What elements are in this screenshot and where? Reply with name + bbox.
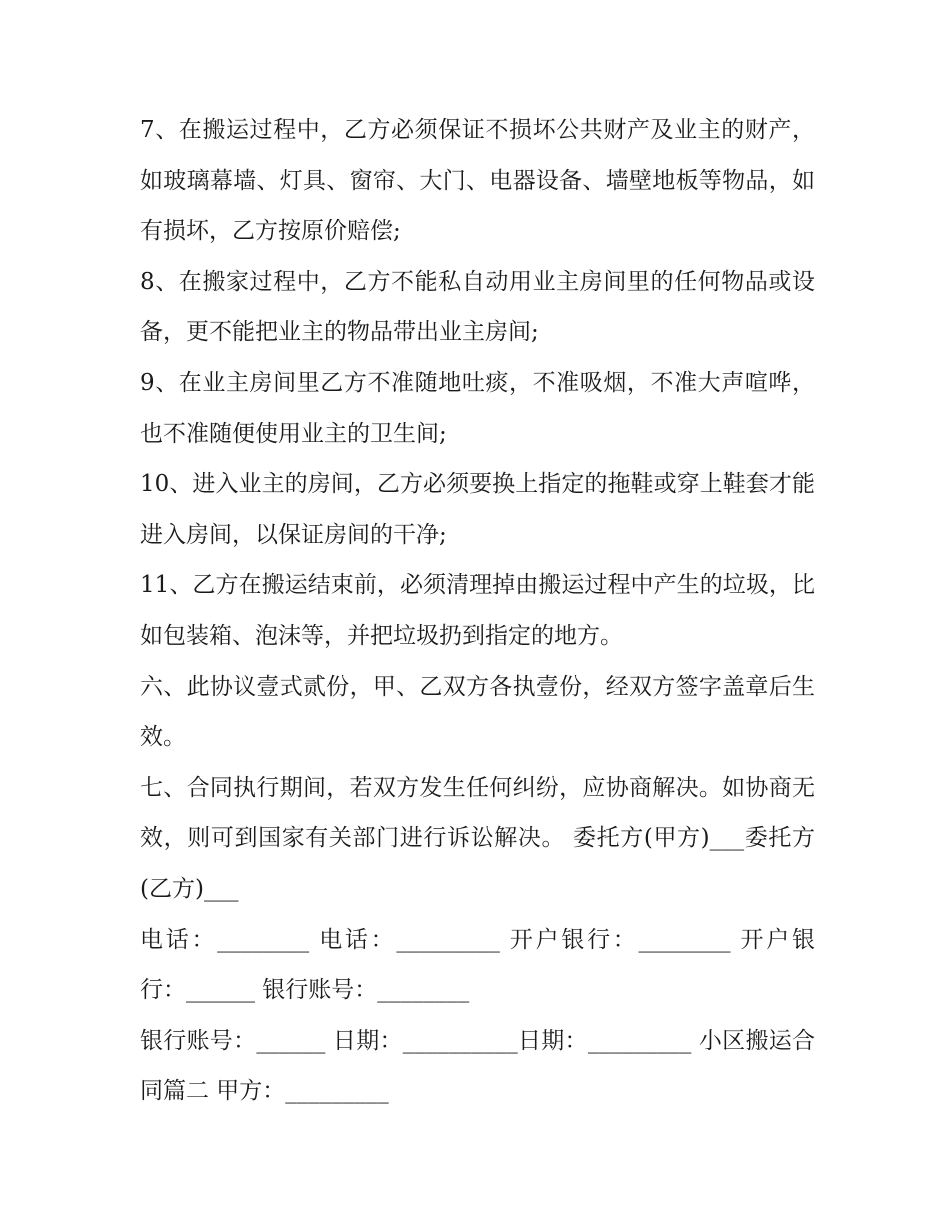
section-7: 七、合同执行期间，若双方发生任何纠纷，应协商解决。如协商无效，则可到国家有关部门进行诉讼解决。 委托方(甲方)___委托方(乙方)___ (140, 774, 815, 902)
clause-8: 8、在搬家过程中，乙方不能私自动用业主房间里的任何物品或设备，更不能把业主的物品带出业主房间; (140, 268, 815, 346)
clause-7: 7、在搬运过程中，乙方必须保证不损坏公共财产及业主的财产，如玻璃幕墙、灯具、窗帘、大门、电器设备、墙壁地板等物品，如有损坏，乙方按原价赔偿; (140, 117, 815, 245)
clause-9: 9、在业主房间里乙方不准随地吐痰，不准吸烟，不准大声喧哗，也不准随便使用业主的卫生间; (140, 369, 815, 447)
account-date-fields: 银行账号：______ 日期：__________日期：_________ 小区搬运合同篇二 甲方：_________ (140, 1027, 815, 1105)
clause-11: 11、乙方在搬运结束前，必须清理掉由搬运过程中产生的垃圾，比如包装箱、泡沫等，并把垃圾扔到指定的地方。 (140, 572, 815, 649)
document-body (140, 105, 815, 1117)
section-6: 六、此协议壹式贰份，甲、乙双方各执壹份，经双方签字盖章后生效。 (140, 673, 815, 751)
contact-bank-fields: 电话：________ 电话：_________ 开户银行：________ 开户银行：______ 银行账号：________ (140, 926, 815, 1004)
clause-10: 10、进入业主的房间，乙方必须要换上指定的拖鞋或穿上鞋套才能进入房间，以保证房间的干净; (140, 471, 815, 548)
